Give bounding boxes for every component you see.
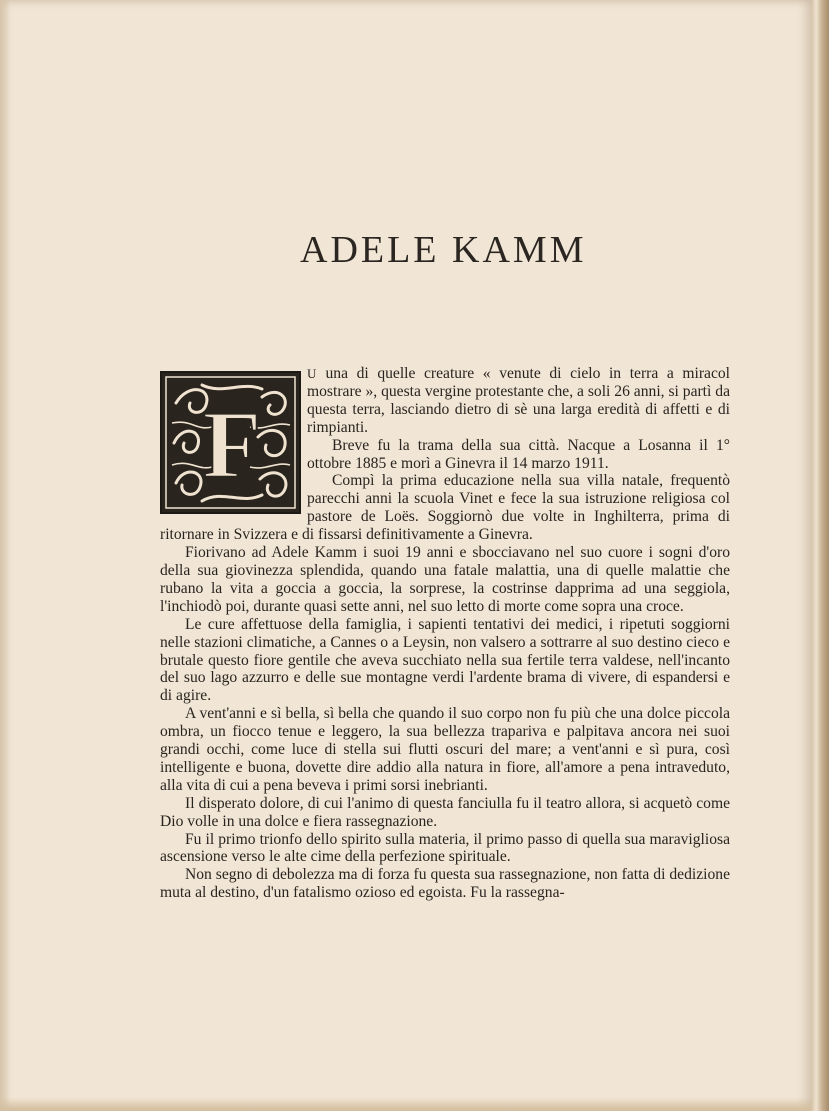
ornamental-dropcap	[160, 371, 301, 514]
dropcap-letter: F	[202, 391, 262, 498]
paragraph-4: Fiorivano ad Adele Kamm i suoi 19 anni e sbocciavano nel suo cuore i sogni d'oro della sua giovinezza splendida, quando una fatale malattia, una di quelle malattie che rubano la vita a goccia a goccia, la sorprese, la costrinse dapprima ad una seggiola, l'inchiodò poi, durante quasi sette anni, nel suo letto di morte come sopra una croce.	[160, 544, 730, 615]
book-edge	[812, 0, 829, 1111]
paragraph-5: Le cure affettuose della famiglia, i sapienti tentativi dei medici, i ripetuti soggiorni nelle stazioni climatiche, a Cannes o a Leysin, non valsero a sottrarre al suo destino cieco e brutale questo fiore gentile che aveva succhiato nella sua fertile terra valdese, nell'incanto del suo lago azzurro e delle sue montagne verdi l'ardente brama di vivere, di espandersi e di agire.	[160, 615, 730, 705]
paragraph-9: Non segno di debolezza ma di forza fu questa sua rassegnazione, non fatta di dedizione muta al destino, d'un fatalismo ozioso ed egoista. Fu la rassegna-	[160, 866, 730, 902]
paragraph-1-text: una di quelle creature « venute di cielo in terra a miracol mostrare », questa vergine protestante che, a soli 26 anni, si partì da questa terra, lasciando dietro di sè una larga eredità di affetti e di rimpianti.	[307, 365, 730, 436]
paragraph-6: A vent'anni e sì bella, sì bella che quando il suo corpo non fu più che una dolce piccola ombra, un fiocco tenue e leggero, la sua bellezza trapariva e palpitava ancora nei suoi grandi occhi, come luce di stella sui flutti oscuri del mare; a vent'anni e sì pura, così intelligente e buona, dovette dire addio alla natura in fiore, all'amore a pena intraveduto, alla vita di cui a pena beveva i primi sorsi inebrianti.	[160, 705, 730, 794]
paragraph-2: Breve fu la trama della sua città. Nacque a Losanna il 1° ottobre 1885 e morì a Ginevra il 14 marzo 1911.	[307, 436, 730, 472]
paragraph-8: Fu il primo trionfo dello spirito sulla materia, il primo passo di quella sua maravigliosa ascensione verso le alte cime della perfezione spirituale.	[160, 830, 730, 866]
paragraph-3: Compì la prima educazione nella sua villa natale, frequentò parecchi anni la scuola Vinet e fece la sua istruzione religiosa col pastore de Loës. Soggiornò due volte in Inghilterra, prima di ritornare in Svizzera e di fissarsi definitivamente a Ginevra.	[160, 472, 730, 544]
page-title: ADELE KAMM	[300, 229, 587, 271]
page-left-shadow	[0, 0, 10, 1111]
decorative-initial-icon	[162, 373, 299, 512]
page-bottom-shadow	[0, 1097, 812, 1111]
first-word-rest: U	[307, 366, 317, 381]
paragraph-7: Il disperato dolore, di cui l'animo di questa fanciulla fu il teatro allora, si acquetò come Dio volle in una dolce e fiera rassegnazione.	[160, 794, 730, 830]
article-body	[160, 365, 730, 902]
